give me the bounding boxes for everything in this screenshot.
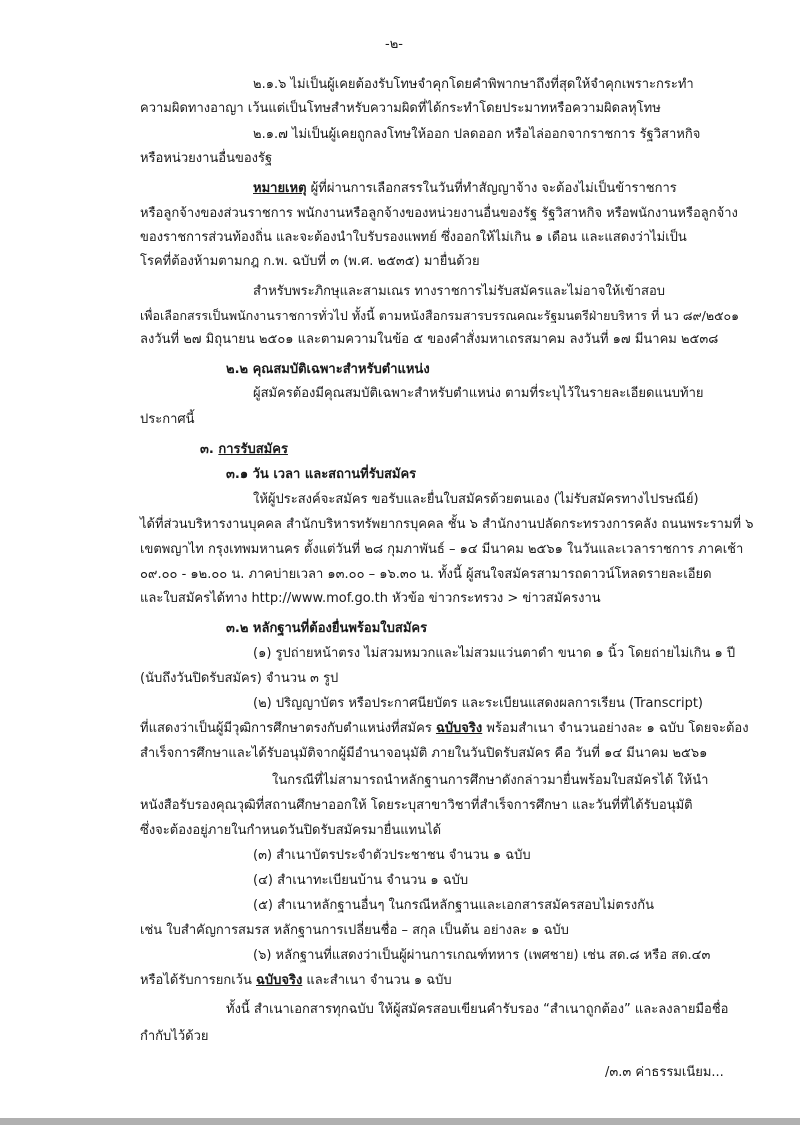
closing-line1: ทั้งนี้ สำเนาเอกสารทุกฉบับ ให้ผู้สมัครสอบเขียนคำรับรอง “สำเนาถูกต้อง” และลงลายมือชื่อ [226, 1002, 729, 1017]
item-1-line2: (นับถึงวันปิดรับสมัคร) จำนวน ๓ รูป [140, 671, 339, 686]
original-copy-emphasis: ฉบับจริง [435, 721, 483, 736]
clause-2-1-7-line1: ๒.๑.๗ ไม่เป็นผู้เคยถูกลงโทษให้ออก ปลดออก หรือไล่ออกจากราชการ รัฐวิสาหกิจ [253, 127, 701, 142]
section-3-heading [200, 441, 288, 459]
section-3-2-heading: ๓.๒ หลักฐานที่ต้องยื่นพร้อมใบสมัคร [226, 621, 428, 636]
item-4: (๔) สำเนาทะเบียนบ้าน จำนวน ๑ ฉบับ [253, 873, 469, 888]
item-5-line1: (๕) สำเนาหลักฐานอื่นๆ ในกรณีหลักฐานและเอกสารสมัครสอบไม่ตรงกัน [253, 898, 654, 913]
scan-bottom-edge [0, 1118, 800, 1125]
item-2-line1: (๒) ปริญญาบัตร หรือประกาศนียบัตร และระเบียนแสดงผลการเรียน (Transcript) [253, 696, 703, 711]
note-line1 [253, 180, 677, 198]
section-2-2-line2: ประกาศนี้ [140, 412, 195, 427]
item-2-line3: สำเร็จการศึกษาและได้รับอนุมัติจากผู้มีอำนาจอนุมัติ ภายในวันปิดรับสมัคร คือ วันที่ ๑๔ มีนาคม ๒๕๖๑ [140, 746, 708, 761]
item-6-line2-text-c: และสำเนา จำนวน ๑ ฉบับ [302, 973, 452, 988]
item-6-line2 [140, 972, 452, 990]
item-2-line2 [140, 720, 749, 738]
section-3-1-line5: และใบสมัครได้ทาง http://www.mof.go.th หัวข้อ ข่าวกระทรวง > ข่าวสมัครงาน [140, 591, 601, 606]
original-copy-emphasis-2: ฉบับจริง [255, 973, 303, 988]
note-line1-text: ผู้ที่ผ่านการเลือกสรรในวันที่ทำสัญญาจ้าง จะต้องไม่เป็นข้าราชการ [306, 181, 677, 196]
clause-2-1-6-line2: ความผิดทางอาญา เว้นแต่เป็นโทษสำหรับความผิดที่ได้กระทำโดยประมาทหรือความผิดลหุโทษ [140, 101, 661, 116]
section-3-number: ๓. [200, 442, 219, 457]
item-6-line2-text-a: หรือได้รับการยกเว้น [140, 973, 256, 988]
monks-line3: ลงวันที่ ๒๗ มิถุนายน ๒๕๐๑ และตามความในข้อ ๕ ของคำสั่งมหาเถรสมาคม ลงวันที่ ๑๗ มีนาคม ๒๕๓๘ [140, 332, 719, 347]
item-2-line2-text-a: ที่แสดงว่าเป็นผู้มีวุฒิการศึกษาตรงกับตำแหน่งที่สมัคร [140, 721, 436, 736]
note-line3: ของราชการส่วนท้องถิ่น และจะต้องนำใบรับรองแพทย์ ซึ่งออกให้ไม่เกิน ๑ เดือน และแสดงว่าไม่เป็น [140, 230, 687, 245]
item-3: (๓) สำเนาบัตรประจำตัวประชาชน จำนวน ๑ ฉบับ [253, 848, 531, 863]
item-2-line5: หนังสือรับรองคุณวุฒิที่สถานศึกษาออกให้ โดยระบุสาขาวิชาที่สำเร็จการศึกษา และวันที่ที่ได้รับอนุมัติ [140, 798, 693, 813]
section-3-1-line3: เขตพญาไท กรุงเทพมหานคร ตั้งแต่วันที่ ๒๘ กุมภาพันธ์ – ๑๔ มีนาคม ๒๕๖๑ ในวันและเวลาราชการ ภาคเช้า [140, 542, 744, 557]
item-5-line2: เช่น ใบสำคัญการสมรส หลักฐานการเปลี่ยนชื่อ – สกุล เป็นต้น อย่างละ ๑ ฉบับ [140, 923, 569, 938]
section-3-1-heading: ๓.๑ วัน เวลา และสถานที่รับสมัคร [226, 467, 417, 482]
continuation-marker: /๓.๓ ค่าธรรมเนียม... [605, 1065, 724, 1080]
item-2-line2-text-c: พร้อมสำเนา จำนวนอย่างละ ๑ ฉบับ โดยจะต้อง [482, 721, 749, 736]
note-line2: หรือลูกจ้างของส่วนราชการ พนักงานหรือลูกจ้างของหน่วยงานอื่นของรัฐ รัฐวิสาหกิจ หรือพนักงานหรือลูกจ้าง [140, 206, 738, 221]
section-3-1-line1: ให้ผู้ประสงค์จะสมัคร ขอรับและยื่นใบสมัครด้วยตนเอง (ไม่รับสมัครทางไปรษณีย์) [253, 492, 699, 507]
note-line4: โรคที่ต้องห้ามตามกฎ ก.พ. ฉบับที่ ๓ (พ.ศ. ๒๕๓๕) มายื่นด้วย [140, 254, 480, 269]
clause-2-1-7-line2: หรือหน่วยงานอื่นของรัฐ [140, 151, 273, 166]
section-2-2-heading: ๒.๒ คุณสมบัติเฉพาะสำหรับตำแหน่ง [226, 362, 430, 377]
note-label: หมายเหตุ [253, 181, 307, 196]
closing-line2: กำกับไว้ด้วย [140, 1029, 209, 1044]
item-2-line6: ซึ่งจะต้องอยู่ภายในกำหนดวันปิดรับสมัครมายื่นแทนได้ [140, 823, 442, 838]
section-3-1-line2: ได้ที่ส่วนบริหารงานบุคคล สำนักบริหารทรัพยากรบุคคล ชั้น ๖ สำนักงานปลัดกระทรวงการคลัง ถนนพระรามที่ ๖ [140, 517, 754, 532]
monks-line2: เพื่อเลือกสรรเป็นพนักงานราชการทั่วไป ทั้งนี้ ตามหนังสือกรมสารบรรณคณะรัฐมนตรีฝ่ายบริหาร ที่ นว ๘๙/๒๕๐๑ [140, 308, 740, 323]
item-1-line1: (๑) รูปถ่ายหน้าตรง ไม่สวมหมวกและไม่สวมแว่นตาดำ ขนาด ๑ นิ้ว โดยถ่ายไม่เกิน ๑ ปี [253, 646, 736, 661]
page-number: -๒- [385, 37, 403, 52]
monks-line1: สำหรับพระภิกษุและสามเณร ทางราชการไม่รับสมัครและไม่อาจให้เข้าสอบ [253, 284, 666, 299]
item-2-line4: ในกรณีที่ไม่สามารถนำหลักฐานการศึกษาดังกล่าวมายื่นพร้อมใบสมัครได้ ให้นำ [272, 773, 709, 788]
section-3-1-line4: ๐๙.๐๐ - ๑๒.๐๐ น. ภาคบ่ายเวลา ๑๓.๐๐ – ๑๖.๓๐ น. ทั้งนี้ ผู้สนใจสมัครสามารถดาวน์โหลดรายละเอียด [140, 567, 712, 582]
clause-2-1-6-line1: ๒.๑.๖ ไม่เป็นผู้เคยต้องรับโทษจำคุกโดยคำพิพากษาถึงที่สุดให้จำคุกเพราะกระทำ [253, 77, 694, 92]
section-3-title: การรับสมัคร [218, 442, 288, 457]
section-2-2-line1: ผู้สมัครต้องมีคุณสมบัติเฉพาะสำหรับตำแหน่ง ตามที่ระบุไว้ในรายละเอียดแนบท้าย [253, 386, 704, 401]
item-6-line1: (๖) หลักฐานที่แสดงว่าเป็นผู้ผ่านการเกณฑ์ทหาร (เพศชาย) เช่น สด.๘ หรือ สด.๔๓ [253, 948, 711, 963]
